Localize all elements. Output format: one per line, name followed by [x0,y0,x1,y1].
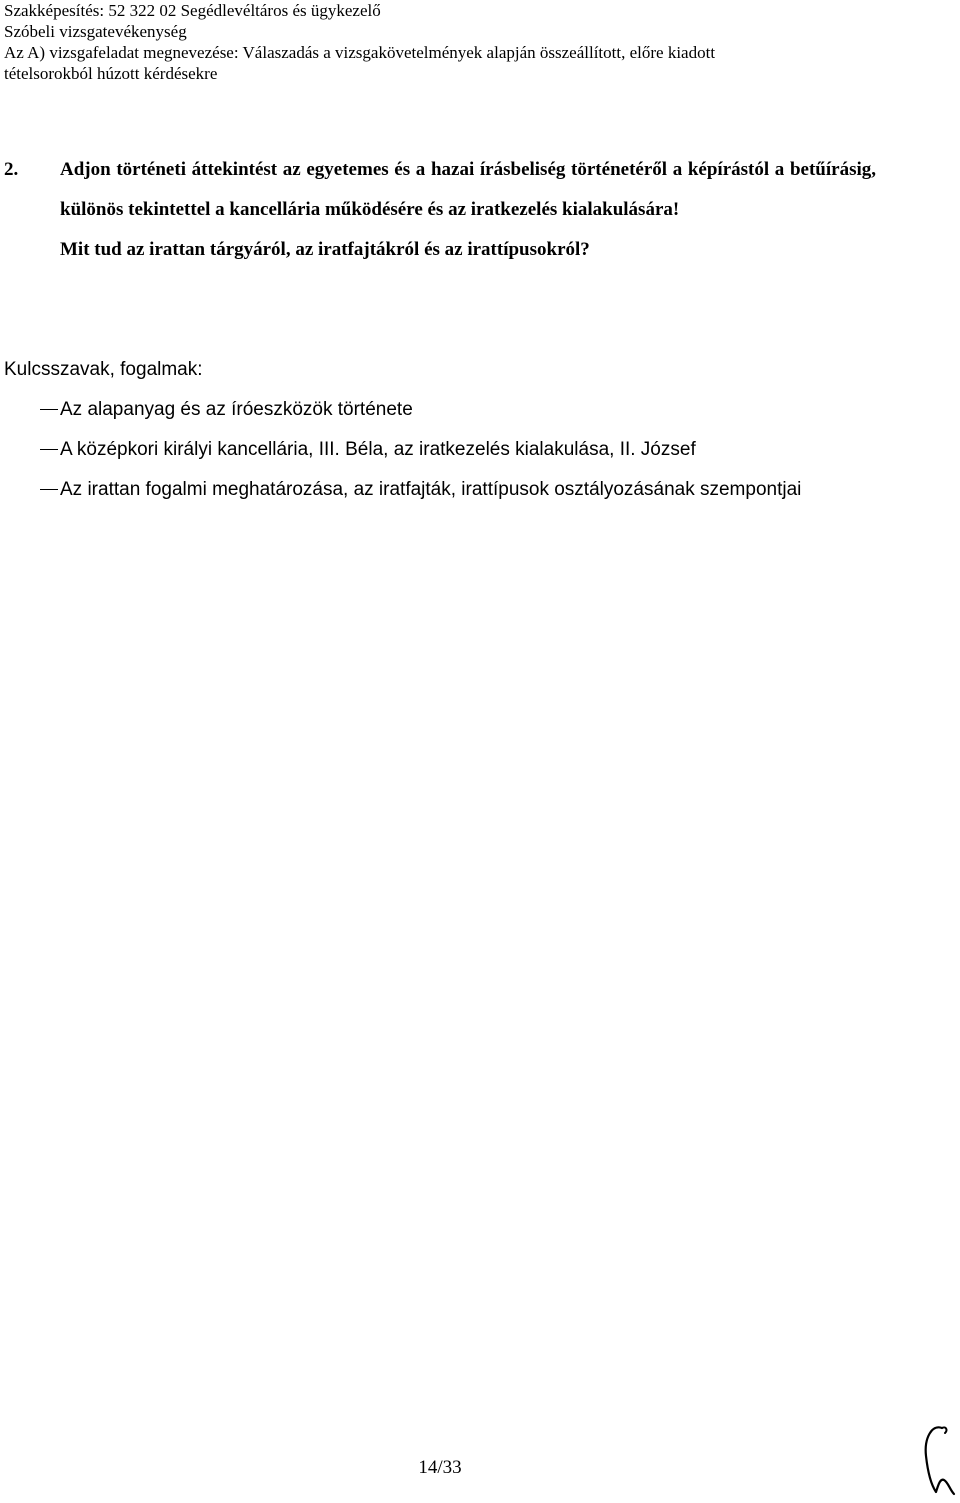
page-number: 14/33 [418,1457,462,1478]
header-task-name: Az A) vizsgafeladat megnevezése: Válaszadás a vizsgakövetelmények alapján összeállított, előre kiadott [4,43,716,62]
keyword-item [4,390,954,430]
keyword-text: Az alapanyag és az íróeszközök története [60,399,413,420]
keyword-item [4,470,954,510]
handwritten-signature [912,1420,960,1500]
keywords-list [4,390,954,510]
document-header [4,0,944,84]
keyword-text: Az irattan fogalmi meghatározása, az iratfajták, irattípusok osztályozásának szempontjai [60,479,802,500]
question-subquestion: Mit tud az irattan tárgyáról, az iratfajtákról és az irattípusokról? [60,239,590,260]
question-number: 2. [4,159,19,180]
question-text: Adjon történeti áttekintést az egyetemes és a hazai írásbeliség történetéről a képírástól a betűírásig, különös tekintettel a kancellária működésére és az iratkezelés kialakulására! [60,159,876,220]
dash-bullet-icon [40,449,58,450]
header-exam-activity: Szóbeli vizsgatevékenység [4,22,187,41]
dash-bullet-icon [40,489,58,490]
dash-bullet-icon [40,409,58,410]
question-body [60,150,876,270]
keywords-section [4,350,954,510]
header-qualification: Szakképesítés: 52 322 02 Segédlevéltáros és ügykezelő [4,1,381,20]
header-task-name-continued: tételsorokból húzott kérdésekre [4,64,218,83]
keyword-item [4,430,954,470]
keywords-title: Kulcsszavak, fogalmak: [4,359,203,380]
keyword-text: A középkori királyi kancellária, III. Béla, az iratkezelés kialakulása, II. József [60,439,696,460]
exam-question [4,150,876,270]
